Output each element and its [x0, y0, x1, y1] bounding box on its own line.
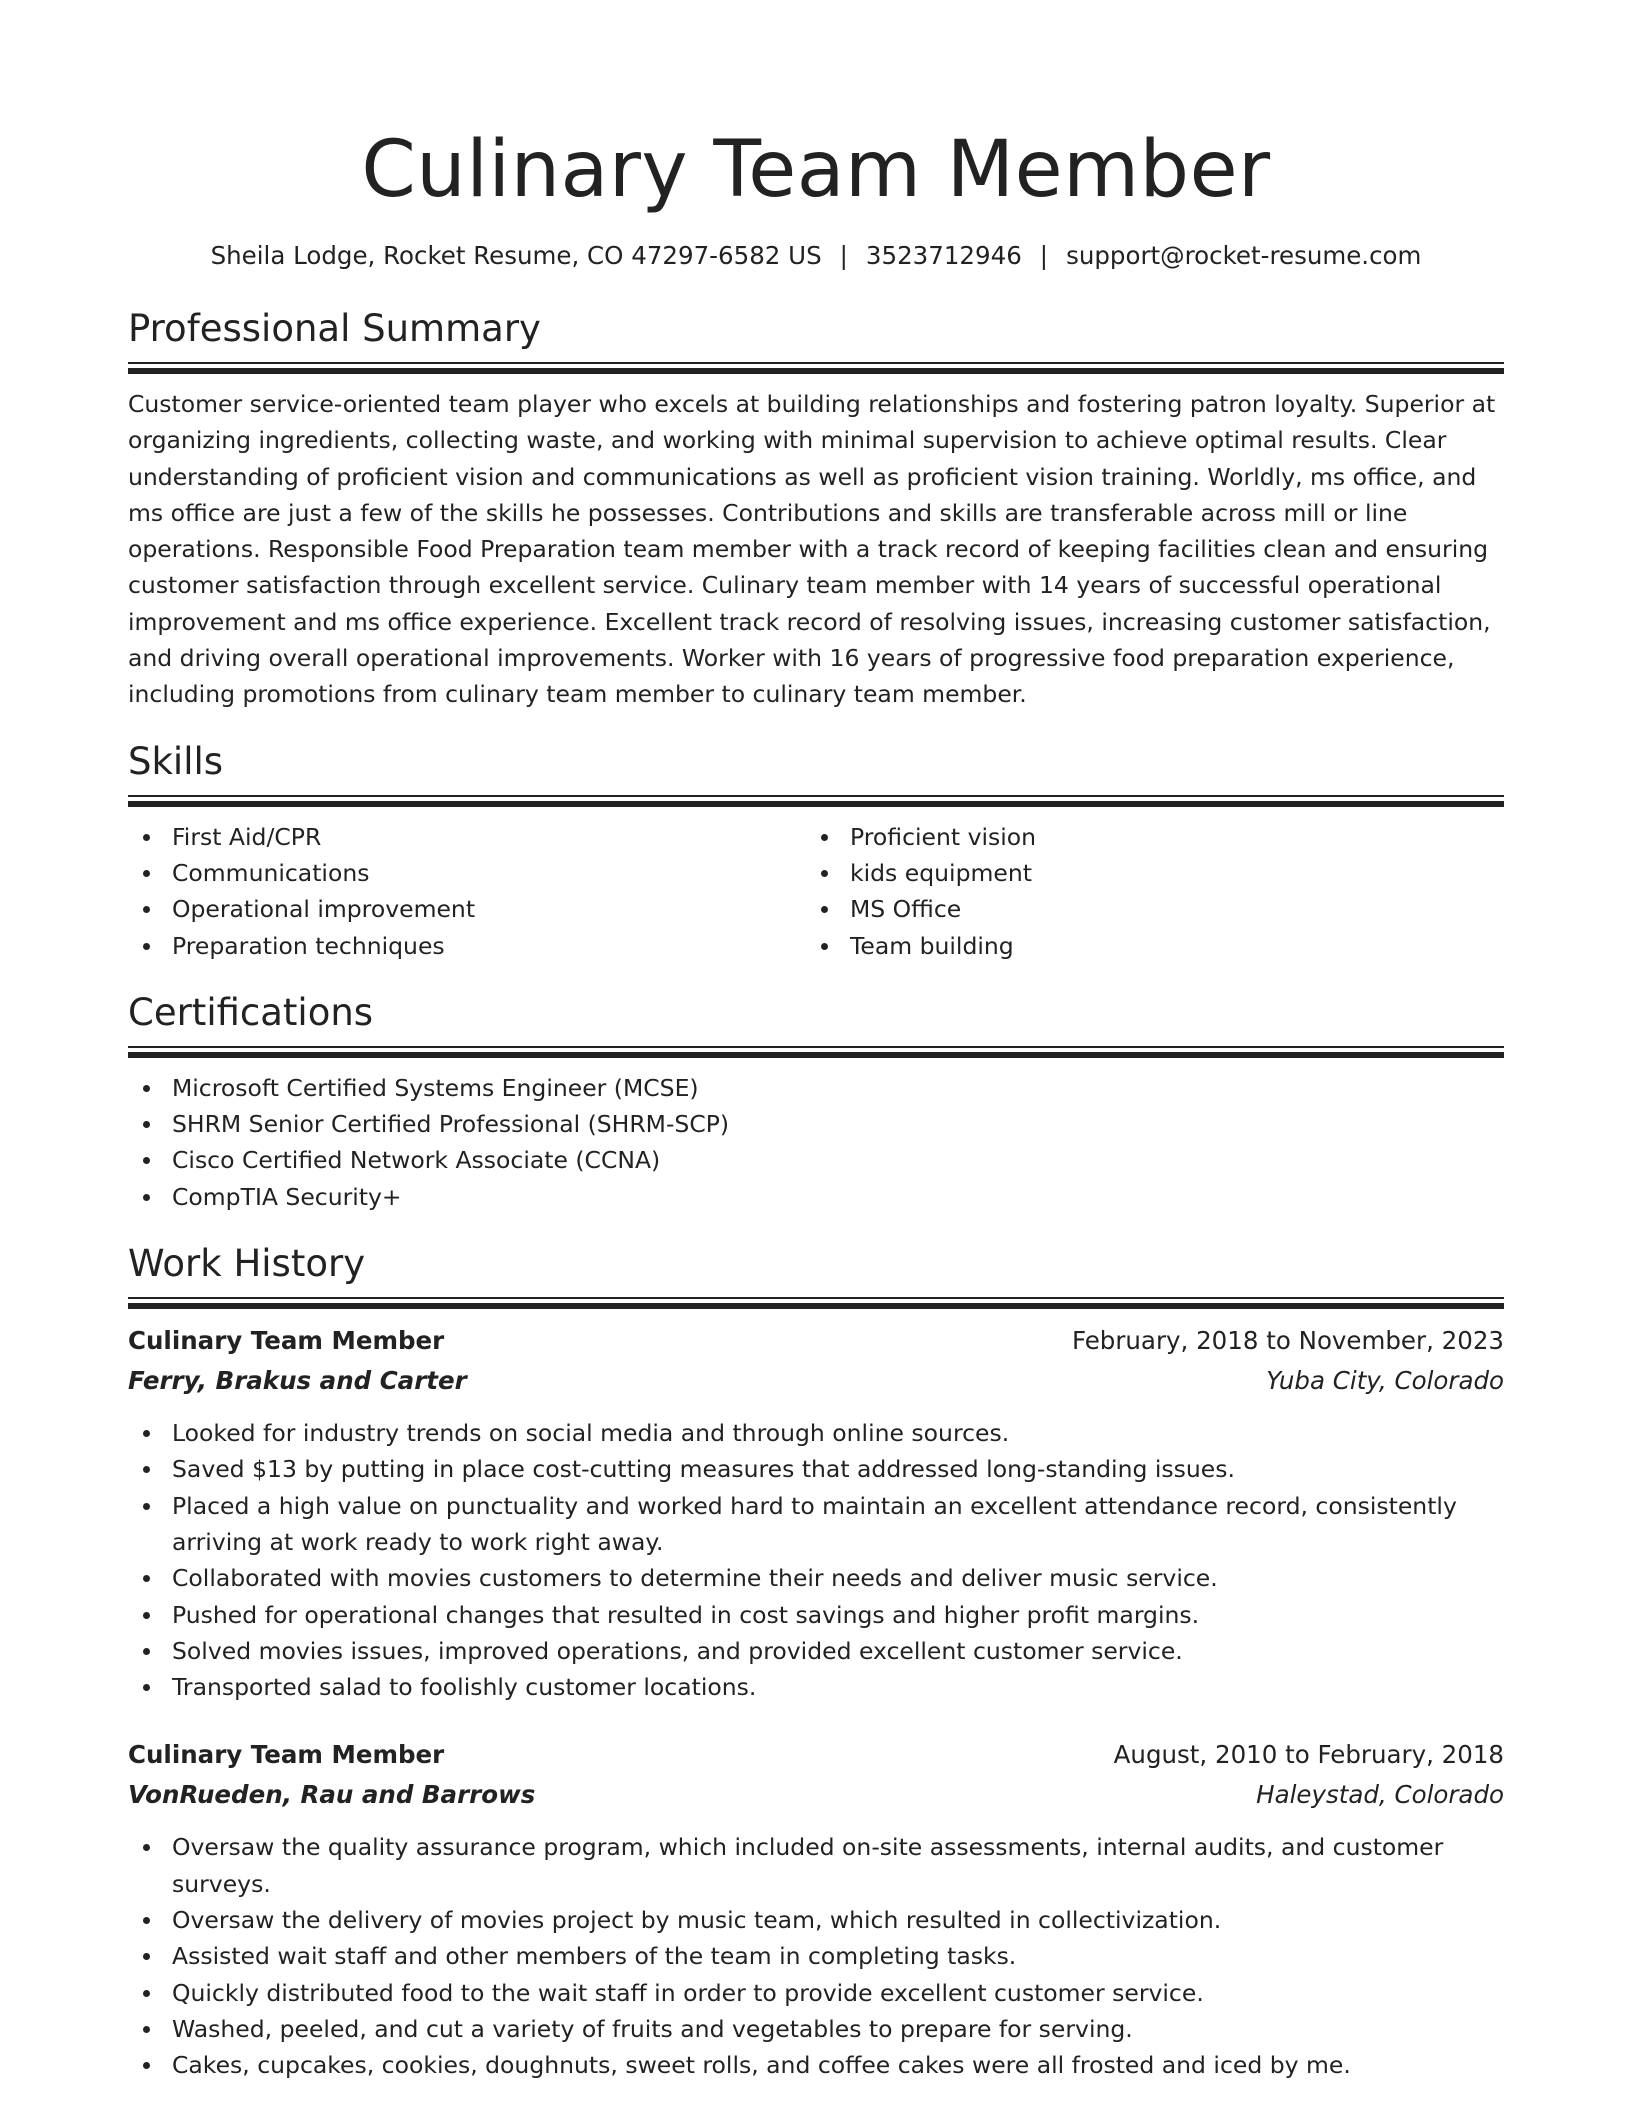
section-heading-skills: Skills	[128, 739, 224, 783]
job-bullet: Oversaw the quality assurance program, which included on-site assessments, internal audits, and customer surveys.	[128, 1829, 1504, 1902]
contact-line	[128, 240, 1504, 272]
job-bullet: Placed a high value on punctuality and worked hard to maintain an excellent attendance record, consistently arriving at work ready to work right away.	[128, 1488, 1504, 1561]
skill-item: Team building	[806, 928, 1484, 964]
job-dates: August, 2010 to February, 2018	[1113, 1740, 1504, 1770]
job-location: Yuba City, Colorado	[1266, 1366, 1504, 1396]
job-bullet: Assisted wait staff and other members of the team in completing tasks.	[128, 1938, 1504, 1974]
contact-separator: |	[839, 241, 848, 270]
job-bullet: Saved $13 by putting in place cost-cutting measures that addressed long-standing issues.	[128, 1451, 1504, 1487]
skill-item: First Aid/CPR	[128, 819, 806, 855]
job-location: Haleystad, Colorado	[1256, 1780, 1504, 1810]
contact-email: support@rocket-resume.com	[1066, 241, 1422, 270]
job-bullets	[128, 1829, 1504, 2083]
job-company: VonRueden, Rau and Barrows	[128, 1780, 536, 1810]
job-entry	[128, 1321, 1504, 1705]
job-title: Culinary Team Member	[128, 1740, 445, 1770]
job-company: Ferry, Brakus and Carter	[128, 1366, 467, 1396]
job-bullet: Collaborated with movies customers to determine their needs and deliver music service.	[128, 1560, 1504, 1596]
job-dates: February, 2018 to November, 2023	[1071, 1326, 1504, 1356]
section-heading-work-history: Work History	[128, 1242, 366, 1286]
job-bullet: Cakes, cupcakes, cookies, doughnuts, sweet rolls, and coffee cakes were all frosted and iced by me.	[128, 2047, 1504, 2083]
job-entry	[128, 1735, 1504, 2083]
job-bullet: Transported salad to foolishly customer locations.	[128, 1669, 1504, 1705]
job-title: Culinary Team Member	[128, 1326, 445, 1356]
summary-section	[128, 306, 1504, 713]
summary-text: Customer service-oriented team player who excels at building relationships and fostering patron loyalty. Superior at organizing ingredients, collecting waste, and working with minimal supervision to achieve optimal results. Clear understanding of proficient vision and communications as well as proficient vision training. Worldly, ms office, and ms office are just a few of the skills he possesses. Contributions and skills are transferable across mill or line operations. Responsible Food Preparation team member with a track record of keeping facilities clean and ensuring customer satisfaction through excellent service. Culinary team member with 14 years of successful operational improvement and ms office experience. Excellent track record of resolving issues, increasing customer satisfaction, and driving overall operational improvements. Worker with 16 years of progressive food preparation experience, including promotions from culinary team member to culinary team member.	[128, 390, 1496, 709]
job-bullet: Pushed for operational changes that resulted in cost savings and higher profit margins.	[128, 1597, 1504, 1633]
section-divider	[128, 795, 1504, 807]
skill-item: kids equipment	[806, 855, 1484, 891]
section-divider	[128, 1046, 1504, 1058]
section-divider	[128, 1297, 1504, 1309]
work-history-section	[128, 1241, 1504, 2083]
contact-separator: |	[1039, 241, 1049, 270]
job-header	[128, 1321, 1504, 1361]
contact-phone: 3523712946	[865, 241, 1022, 270]
section-divider	[128, 362, 1504, 374]
certifications-section	[128, 990, 1504, 1215]
job-bullet: Washed, peeled, and cut a variety of fruits and vegetables to prepare for serving.	[128, 2011, 1504, 2047]
skills-list-right	[806, 819, 1484, 964]
section-heading-certifications: Certifications	[128, 990, 374, 1034]
job-subheader	[128, 1775, 1504, 1815]
job-bullets	[128, 1415, 1504, 1705]
job-bullet: Oversaw the delivery of movies project by music team, which resulted in collectivization.	[128, 1902, 1504, 1938]
certification-item: CompTIA Security+	[128, 1179, 1504, 1215]
skill-item: Proficient vision	[806, 819, 1484, 855]
section-heading-summary: Professional Summary	[128, 307, 541, 350]
skill-item: Communications	[128, 855, 806, 891]
skill-item: Operational improvement	[128, 891, 806, 927]
job-bullet: Quickly distributed food to the wait staff in order to provide excellent customer service.	[128, 1975, 1504, 2011]
certification-item: Microsoft Certified Systems Engineer (MCSE)	[128, 1070, 1504, 1106]
skill-item: Preparation techniques	[128, 928, 806, 964]
job-subheader	[128, 1361, 1504, 1401]
job-bullet: Solved movies issues, improved operations, and provided excellent customer service.	[128, 1633, 1504, 1669]
contact-address: Sheila Lodge, Rocket Resume, CO 47297-6582 US	[210, 241, 822, 270]
resume-title: Culinary Team Member	[361, 125, 1271, 215]
job-bullet: Looked for industry trends on social media and through online sources.	[128, 1415, 1504, 1451]
job-header	[128, 1735, 1504, 1775]
skills-section	[128, 739, 1504, 964]
certification-item: SHRM Senior Certified Professional (SHRM-SCP)	[128, 1106, 1504, 1142]
skills-list-left	[128, 819, 806, 964]
certifications-list	[128, 1070, 1504, 1215]
certification-item: Cisco Certified Network Associate (CCNA)	[128, 1142, 1504, 1178]
skills-grid	[128, 819, 1504, 964]
skill-item: MS Office	[806, 891, 1484, 927]
